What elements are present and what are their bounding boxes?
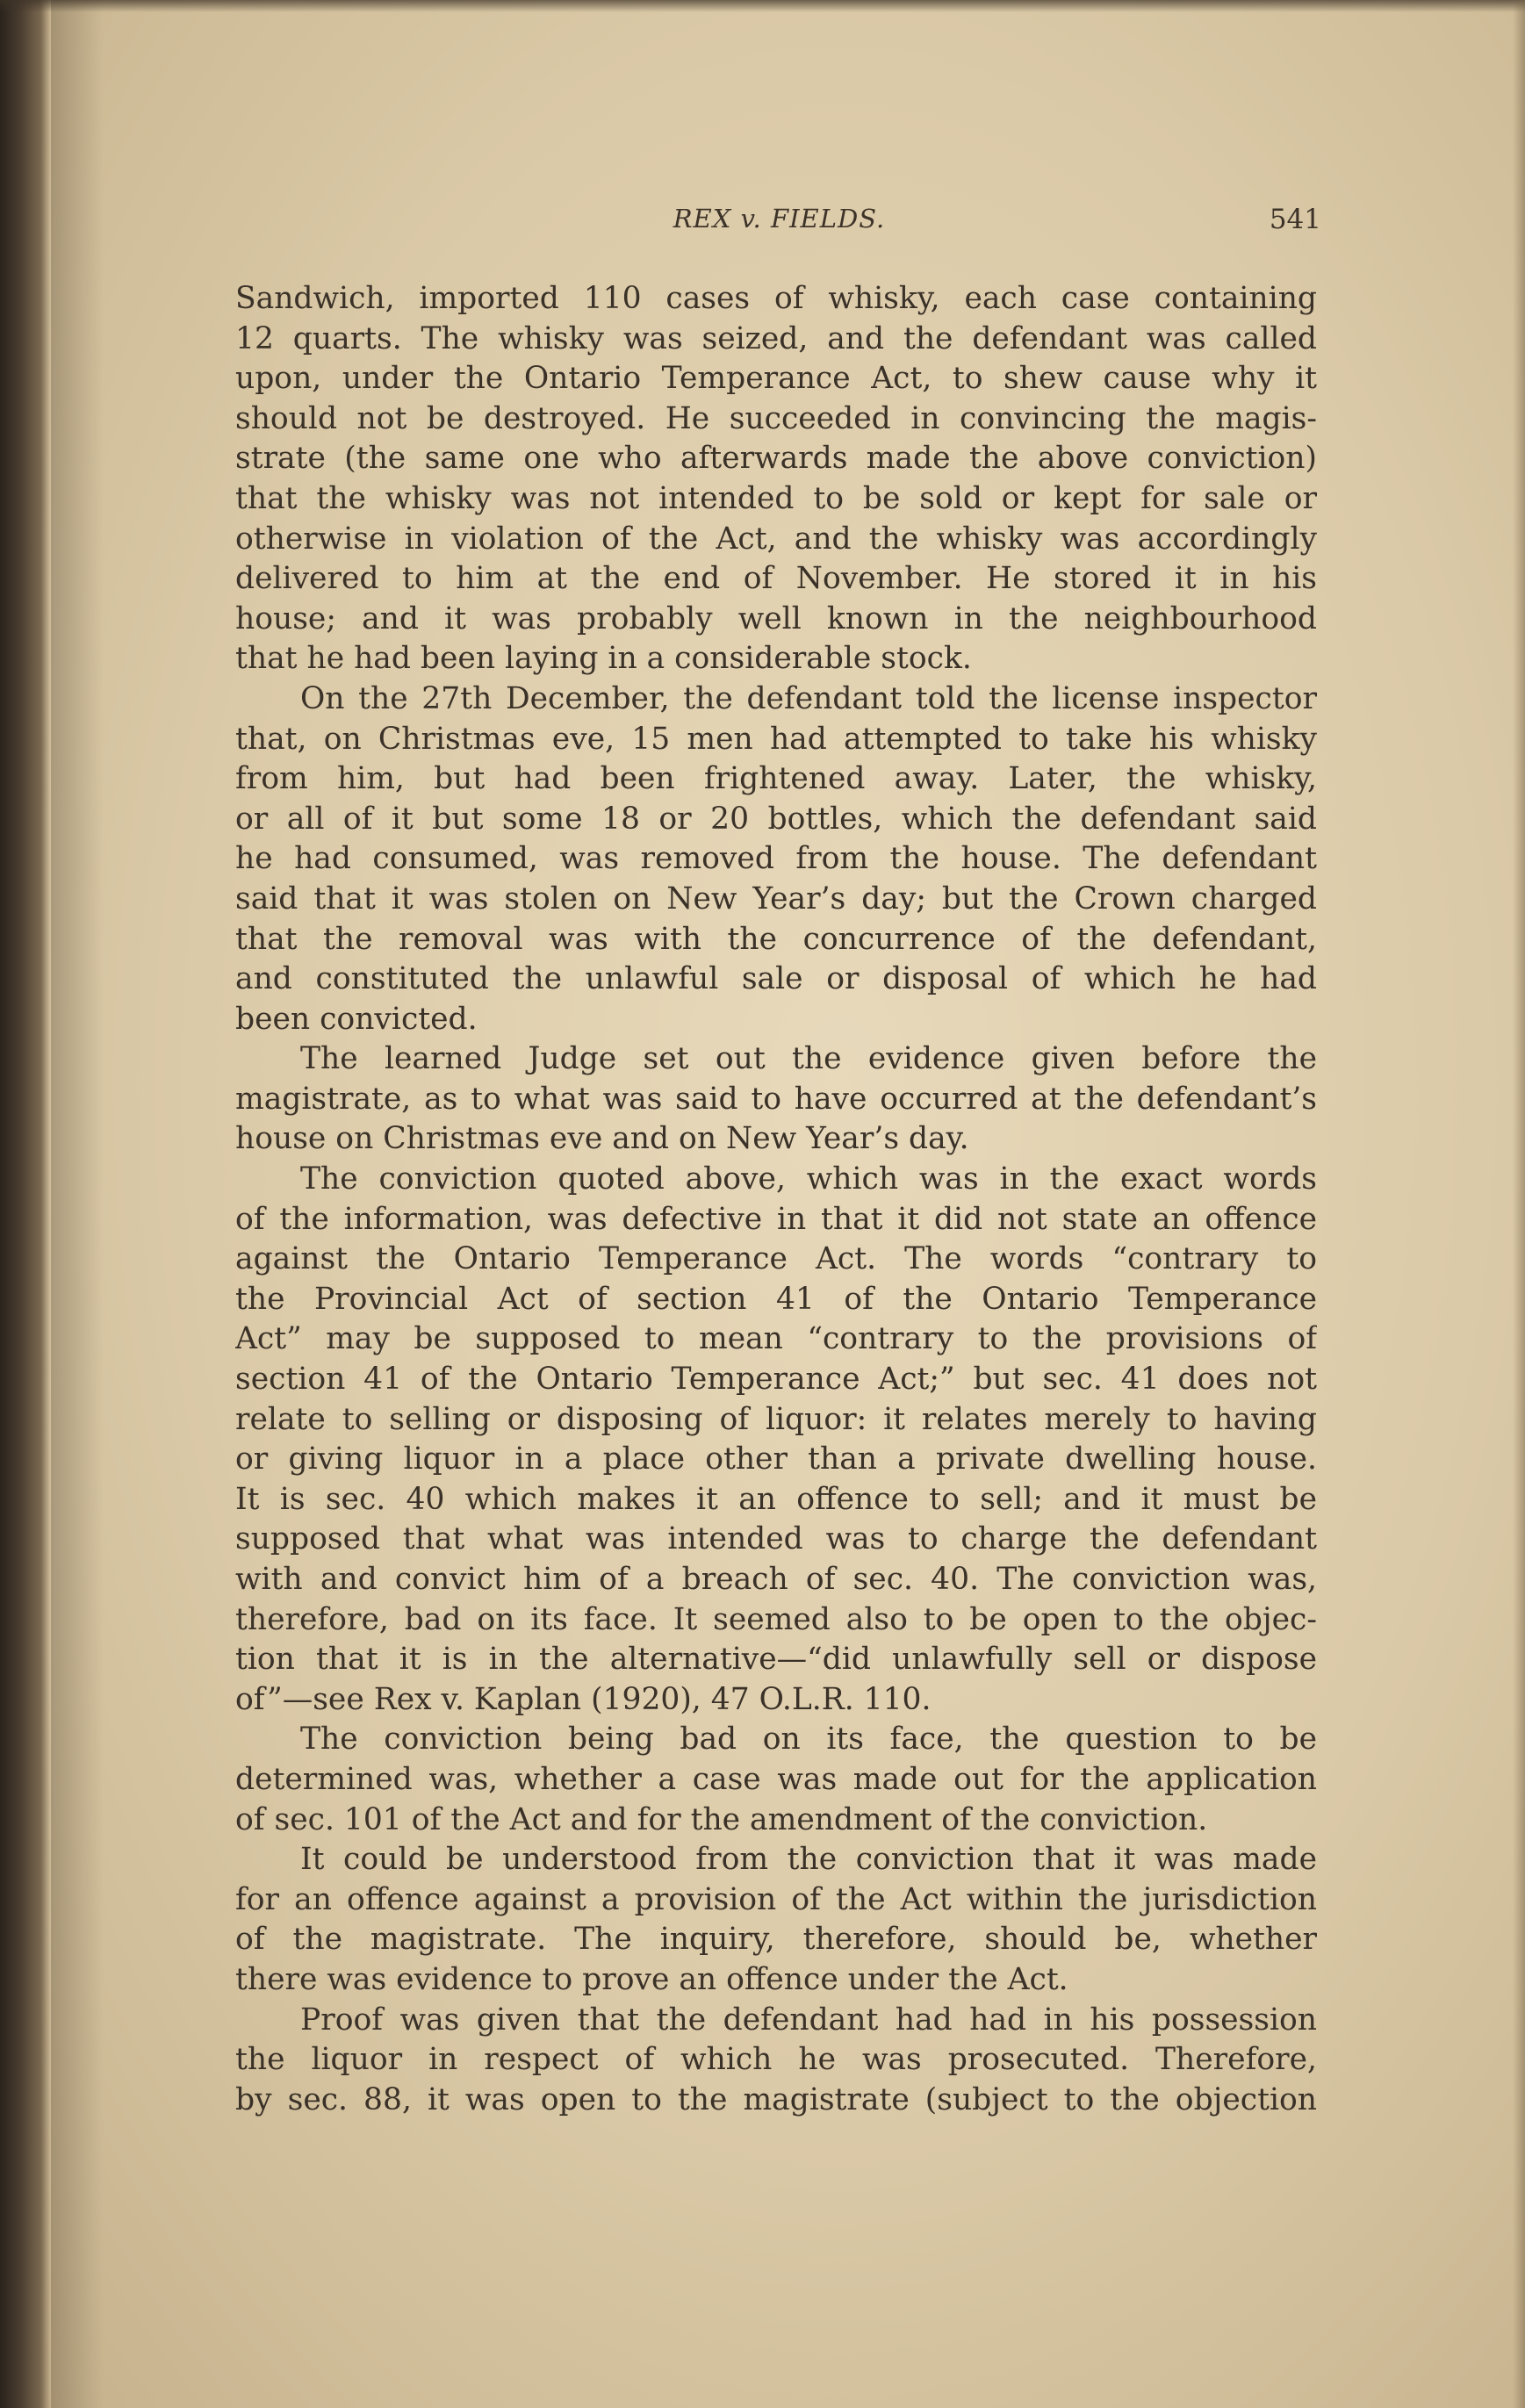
text-line: should not be destroyed. He succeeded in convincing the magis- [235,400,1317,436]
running-head-title: REX v. FIELDS. [673,204,886,234]
text-line: The learned Judge set out the evidence given before the [300,1041,1317,1077]
page-right-edge [1513,0,1525,2408]
text-line: the Provincial Act of section 41 of the Ontario Temperance [235,1281,1317,1317]
text-line: house; and it was probably well known in the neighbourhood [235,600,1317,636]
page-number: 541 [1269,204,1321,235]
text-line: and constituted the unlawful sale or disposal of which he had [235,961,1317,997]
text-line: from him, but had been frightened away. Later, the whisky, [235,761,1317,797]
text-line: section 41 of the Ontario Temperance Act;” but sec. 41 does not [235,1362,1317,1398]
text-line: of”—see Rex v. Kaplan (1920), 47 O.L.R. 110. [235,1681,932,1717]
text-line: that, on Christmas eve, 15 men had attempted to take his whisky [235,721,1317,757]
text-line: supposed that what was intended was to charge the defendant [235,1521,1317,1557]
text-line: relate to selling or disposing of liquor: it relates merely to having [235,1401,1317,1437]
text-line: therefore, bad on its face. It seemed also to be open to the objec- [235,1601,1317,1637]
text-line: of the magistrate. The inquiry, therefore, should be, whether [235,1922,1317,1958]
text-line: upon, under the Ontario Temperance Act, to shew cause why it [235,361,1317,397]
book-binding [0,0,51,2408]
text-line: It is sec. 40 which makes it an offence to sell; and it must be [235,1481,1317,1517]
text-line: Proof was given that the defendant had had in his possession [300,2002,1317,2038]
text-line: Act” may be supposed to mean “contrary to the provisions of [235,1321,1317,1357]
text-line: of sec. 101 of the Act and for the amendment of the conviction. [235,1801,1208,1837]
text-line: strate (the same one who afterwards made the above conviction) [235,441,1317,477]
text-line: magistrate, as to what was said to have occurred at the defendant’s [235,1081,1317,1117]
text-line: there was evidence to prove an offence under the Act. [235,1961,1068,1997]
text-line: Sandwich, imported 110 cases of whisky, each case containing [235,281,1317,316]
text-line: The conviction being bad on its face, the question to be [300,1722,1317,1757]
running-head [237,198,1321,242]
text-line: by sec. 88, it was open to the magistrate (subject to the objection [235,2081,1317,2117]
page-top-edge [0,0,1525,12]
text-line: said that it was stolen on New Year’s day; but the Crown charged [235,881,1317,916]
text-line: On the 27th December, the defendant told the license inspector [300,680,1317,716]
text-line: delivered to him at the end of November. He stored it in his [235,561,1317,597]
text-line: he had consumed, was removed from the house. The defendant [235,841,1317,877]
text-line: of the information, was defective in that it did not state an offence [235,1201,1317,1237]
text-line: been convicted. [235,1001,478,1037]
text-line: that the removal was with the concurrence of the defendant, [235,921,1317,957]
text-line: otherwise in violation of the Act, and the whisky was accordingly [235,521,1317,557]
text-line: that he had been laying in a considerable stock. [235,641,972,677]
text-line: It could be understood from the conviction that it was made [300,1842,1317,1878]
gutter-shadow [51,0,104,2408]
text-line: The conviction quoted above, which was in the exact words [300,1161,1317,1197]
text-line: the liquor in respect of which he was prosecuted. Therefore, [235,2042,1317,2078]
text-line: that the whisky was not intended to be sold or kept for sale or [235,480,1317,516]
body-text [235,279,1317,2120]
text-line: tion that it is in the alternative—“did unlawfully sell or dispose [235,1642,1317,1678]
text-line: or all of it but some 18 or 20 bottles, which the defendant said [235,801,1317,837]
text-line: with and convict him of a breach of sec. 40. The conviction was, [235,1562,1317,1597]
text-line: house on Christmas eve and on New Year’s day. [235,1121,969,1157]
text-line: or giving liquor in a place other than a private dwelling house. [235,1441,1317,1477]
text-line: against the Ontario Temperance Act. The words “contrary to [235,1241,1317,1277]
text-line: for an offence against a provision of the Act within the jurisdiction [235,1881,1317,1917]
text-line: 12 quarts. The whisky was seized, and the defendant was called [235,320,1317,356]
text-line: determined was, whether a case was made out for the application [235,1761,1317,1797]
